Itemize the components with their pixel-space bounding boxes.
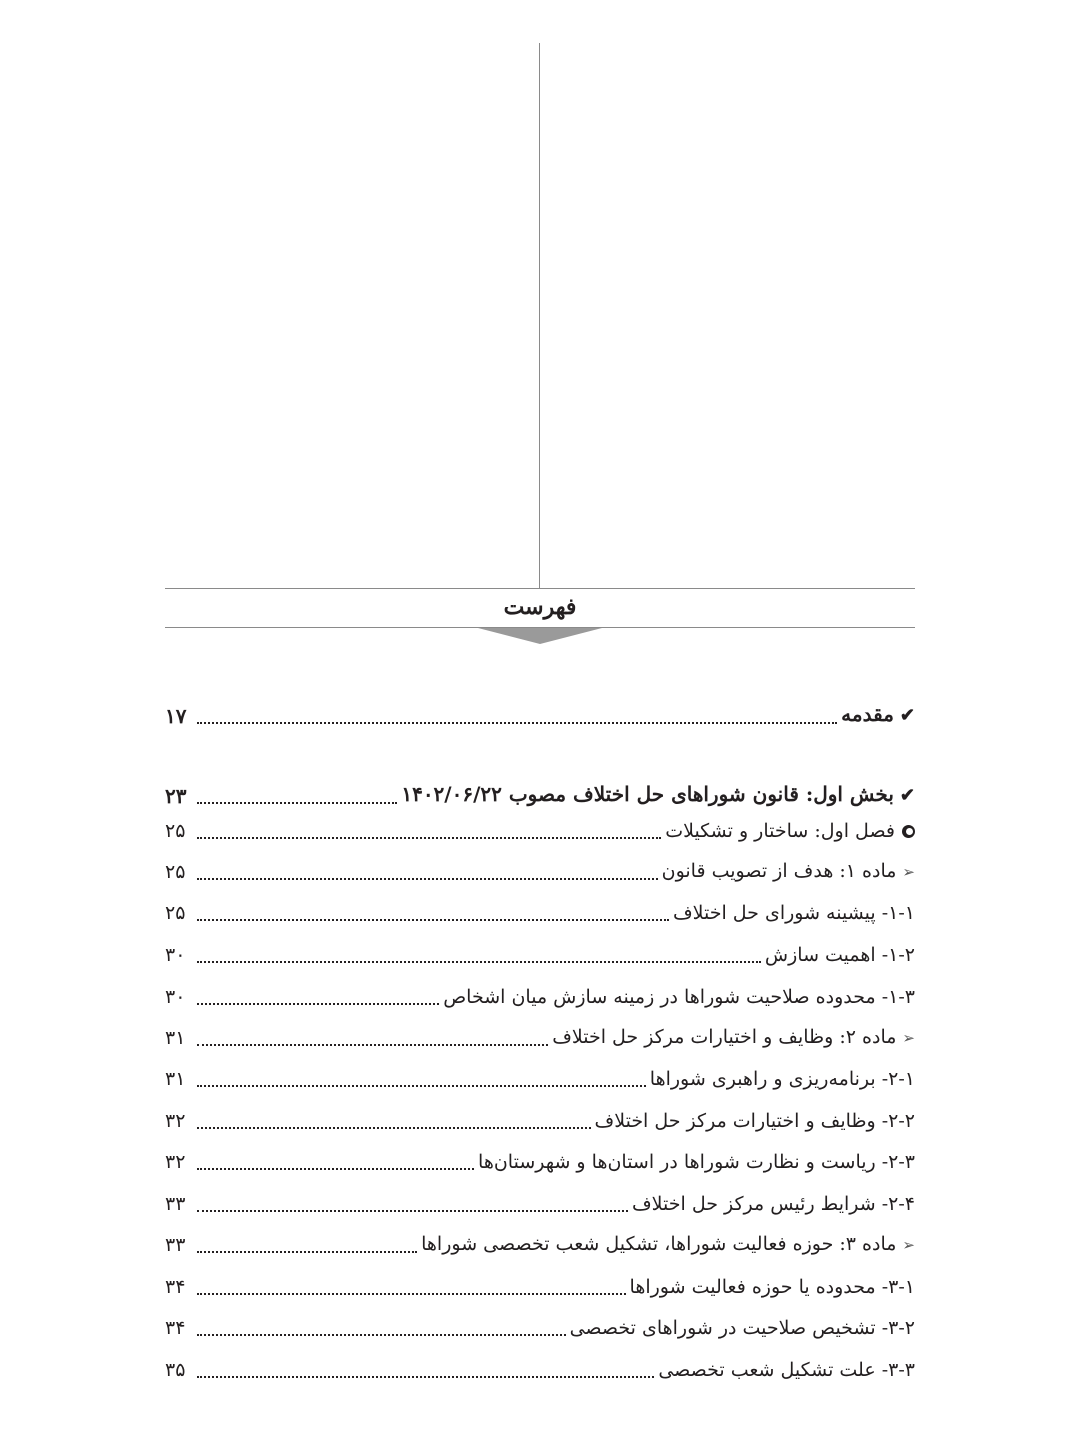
toc-entry[interactable] bbox=[165, 1270, 915, 1302]
entry-label: ۳-۳- علت تشکیل شعب تخصصی bbox=[658, 1359, 915, 1381]
dot-leader bbox=[197, 1334, 566, 1336]
entry-page: ۲۵ bbox=[165, 861, 186, 883]
toc-entry[interactable] bbox=[165, 1145, 915, 1177]
toc-entry[interactable] bbox=[165, 980, 915, 1012]
dot-leader bbox=[197, 1251, 417, 1253]
dot-leader bbox=[197, 961, 761, 963]
dot-leader bbox=[197, 1085, 646, 1087]
entry-page: ۱۷ bbox=[165, 704, 187, 728]
entry-label: ۱-۲- اهمیت سازش bbox=[764, 944, 915, 966]
entry-page: ۳۵ bbox=[165, 1359, 186, 1381]
toc-entry[interactable] bbox=[165, 1228, 915, 1260]
entry-label: ۲-۲- وظایف و اختیارات مرکز حل اختلاف bbox=[594, 1110, 915, 1132]
entry-label: ۲-۴- شرایط رئیس مرکز حل اختلاف bbox=[631, 1193, 915, 1215]
dot-leader bbox=[197, 1376, 654, 1378]
triangle-pointer-icon: ➢ bbox=[902, 1029, 915, 1047]
toc-entry[interactable] bbox=[165, 1311, 915, 1343]
entry-label: فصل اول: ساختار و تشکیلات bbox=[665, 820, 895, 842]
entry-page: ۲۵ bbox=[165, 902, 186, 924]
entry-label: ۱-۱- پیشینه شورای حل اختلاف bbox=[672, 902, 915, 924]
toc-entry[interactable] bbox=[165, 938, 915, 970]
entry-page: ۳۴ bbox=[165, 1276, 186, 1298]
toc-entry[interactable] bbox=[165, 814, 915, 846]
toc-entry[interactable] bbox=[165, 699, 915, 731]
triangle-pointer-icon: ➢ bbox=[902, 1236, 915, 1254]
entry-label: ۲-۱- برنامه‌ریزی و راهبری شوراها bbox=[649, 1068, 915, 1090]
check-mark-icon: ✔ bbox=[899, 785, 915, 806]
entry-label: مقدمه bbox=[841, 702, 894, 726]
toc-entry[interactable] bbox=[165, 1062, 915, 1094]
toc-entry[interactable] bbox=[165, 1353, 915, 1385]
dot-leader bbox=[197, 1168, 474, 1170]
circle-bullet-icon bbox=[902, 825, 915, 838]
entry-page: ۳۲ bbox=[165, 1151, 186, 1173]
entry-page: ۳۱ bbox=[165, 1027, 186, 1049]
dot-leader bbox=[197, 1044, 548, 1046]
dot-leader bbox=[197, 802, 397, 804]
toc-entry[interactable] bbox=[165, 1021, 915, 1053]
entry-page: ۳۰ bbox=[165, 944, 186, 966]
entry-label: ۳-۱- محدوده یا حوزه فعالیت شوراها bbox=[629, 1276, 915, 1298]
dot-leader bbox=[197, 837, 661, 839]
toc-entry[interactable] bbox=[165, 855, 915, 887]
entry-page: ۳۲ bbox=[165, 1110, 186, 1132]
entry-page: ۳۳ bbox=[165, 1193, 186, 1215]
check-mark-icon: ✔ bbox=[899, 705, 915, 726]
entry-page: ۲۳ bbox=[165, 784, 187, 808]
entry-page: ۳۳ bbox=[165, 1234, 186, 1256]
dot-leader bbox=[197, 722, 837, 724]
dot-leader bbox=[197, 1210, 628, 1212]
entry-label: ۲-۳- ریاست و نظارت شوراها در استان‌ها و شهرستان‌ها bbox=[478, 1151, 915, 1173]
dot-leader bbox=[197, 1127, 591, 1129]
dot-leader bbox=[197, 919, 669, 921]
entry-page: ۳۴ bbox=[165, 1317, 186, 1339]
entry-page: ۳۱ bbox=[165, 1068, 186, 1090]
entry-label: ماده ۲: وظایف و اختیارات مرکز حل اختلاف bbox=[552, 1026, 897, 1048]
toc-entry[interactable] bbox=[165, 1104, 915, 1136]
entry-page: ۳۰ bbox=[165, 986, 186, 1008]
entry-label: ماده ۳: حوزه فعالیت شوراها، تشکیل شعب تخصصی شوراها bbox=[421, 1233, 897, 1255]
toc-heading: فهرست bbox=[503, 594, 577, 620]
toc-entry[interactable] bbox=[165, 779, 915, 811]
entry-label: ماده ۱: هدف از تصویب قانون bbox=[661, 860, 897, 882]
dot-leader bbox=[197, 1293, 626, 1295]
down-arrow-icon bbox=[478, 628, 602, 644]
toc-entry[interactable] bbox=[165, 896, 915, 928]
dot-leader bbox=[197, 878, 658, 880]
triangle-pointer-icon: ➢ bbox=[902, 863, 915, 881]
dot-leader bbox=[197, 1003, 439, 1005]
toc-entry[interactable] bbox=[165, 1187, 915, 1219]
entry-label: ۱-۳- محدوده صلاحیت شوراها در زمینه سازش میان اشخاص bbox=[443, 986, 915, 1008]
entry-label: ۳-۲- تشخیص صلاحیت در شوراهای تخصصی bbox=[569, 1317, 915, 1339]
entry-label: بخش اول: قانون شوراهای حل اختلاف مصوب ۱۴۰۲/۰۶/۲۲ bbox=[401, 782, 894, 806]
entry-page: ۲۵ bbox=[165, 820, 186, 842]
vertical-rule bbox=[539, 43, 540, 588]
